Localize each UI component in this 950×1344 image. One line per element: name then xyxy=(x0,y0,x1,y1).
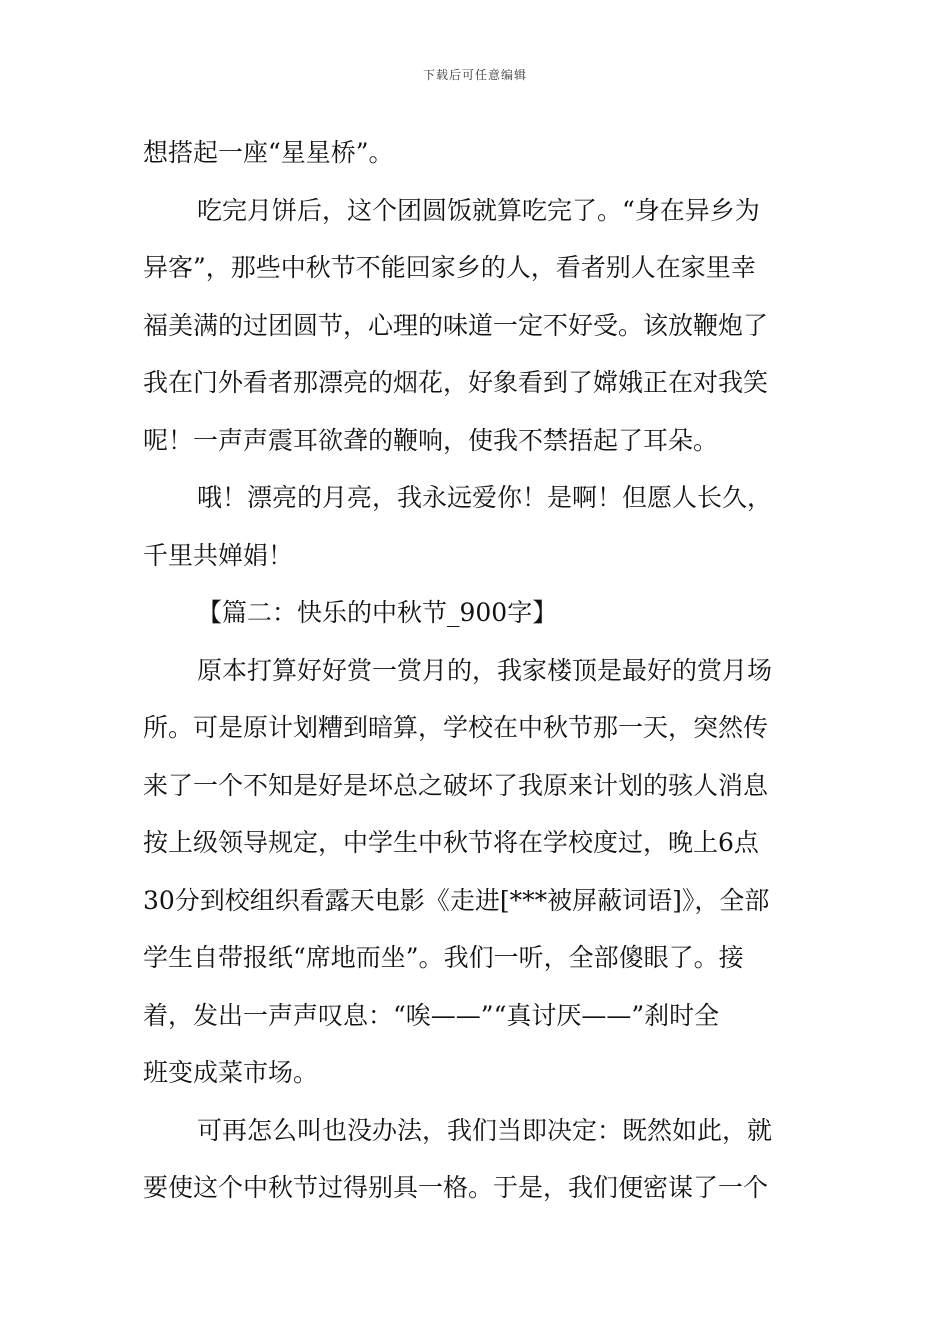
text-line: 着，发出一声声叹息：“唉——”“真讨厌——”刹时全 xyxy=(143,1000,720,1030)
text-line: 我在门外看者那漂亮的烟花，好象看到了嫦娥正在对我笑 xyxy=(143,368,769,397)
text-line: 按上级领导规定，中学生中秋节将在学校度过，晚上6点 xyxy=(143,828,759,857)
text-line: 要使这个中秋节过得别具一格。于是，我们便密谋了一个 xyxy=(143,1173,769,1202)
paragraph-start-line: 吃完月饼后，这个团圆饭就算吃完了。“身在异乡为 xyxy=(197,195,760,225)
paragraph-start-line: 原本打算好好赏一赏月的，我家楼顶是最好的赏月场 xyxy=(197,655,773,685)
text-line: 所。可是原计划糟到暗算，学校在中秋节那一天，突然传 xyxy=(143,713,769,742)
paragraph-start-line: 哦！漂亮的月亮，我永远爱你！是啊！但愿人长久， xyxy=(197,483,773,512)
text-line: 异客”，那些中秋节不能回家乡的人，看者别人在家里幸 xyxy=(143,253,756,282)
text-line: 福美满的过团圆节，心理的味道一定不好受。该放鞭炮了 xyxy=(143,310,769,340)
section-heading: 【篇二：快乐的中秋节_900字】 xyxy=(197,598,558,627)
header-note: 下载后可任意编辑 xyxy=(422,68,527,82)
text-line: 想搭起一座“星星桥”。 xyxy=(143,138,394,167)
text-line: 千里共婵娟！ xyxy=(143,540,294,570)
paragraph-start-line: 可再怎么叫也没办法，我们当即决定：既然如此，就 xyxy=(197,1115,773,1145)
text-line: 班变成菜市场。 xyxy=(143,1058,319,1087)
text-line: 学生自带报纸“席地而坐”。我们一听，全部傻眼了。接 xyxy=(143,943,744,972)
text-line: 30分到校组织看露天电影《走进[***被屏蔽词语]》，全部 xyxy=(143,885,770,915)
text-line: 呢！一声声震耳欲聋的鞭响，使我不禁捂起了耳朵。 xyxy=(143,425,719,455)
body-text xyxy=(143,124,807,1217)
text-line: 来了一个不知是好是坏总之破坏了我原来计划的骇人消息 xyxy=(143,770,769,800)
